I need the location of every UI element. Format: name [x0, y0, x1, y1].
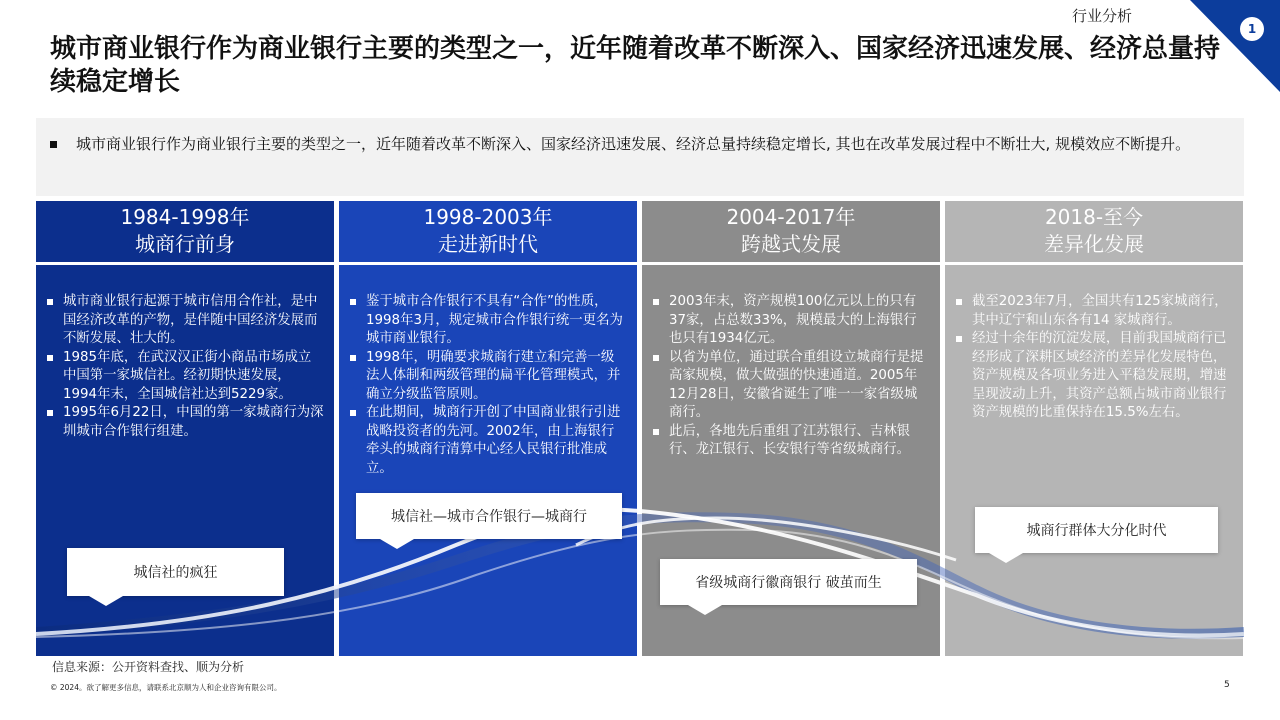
- list-item: 1995年6月22日，中国的第一家城商行为深圳城市合作银行组建。: [46, 404, 324, 441]
- bullet-list: [349, 293, 627, 478]
- list-item: 此后，各地先后重组了江苏银行、吉林银行、龙江银行、长安银行等省级城商行。: [652, 423, 930, 460]
- callout-pointer-icon: [380, 539, 414, 549]
- list-item: 1998年，明确要求城商行建立和完善一级法人体制和两级管理的扁平化管理模式，并确立分级监管原则。: [349, 349, 627, 405]
- period-years: 1998-2003年: [423, 205, 553, 229]
- period-years: 2018-至今: [1044, 205, 1144, 229]
- period-name: 差异化发展: [1044, 232, 1144, 256]
- list-item: 在此期间，城商行开创了中国商业银行引进战略投资者的先河。2002年，由上海银行牵头的城商行清算中心经人民银行批准成立。: [349, 404, 627, 478]
- callout-period-3: [660, 559, 917, 605]
- callout-text: 省级城商行徽商银行 破茧而生: [695, 575, 882, 591]
- period-years: 1984-1998年: [120, 205, 250, 229]
- callout-pointer-icon: [89, 596, 123, 606]
- callout-pointer-icon: [989, 553, 1023, 563]
- bullet-list: [46, 293, 324, 441]
- list-item: 1985年底，在武汉汉正街小商品市场成立中国第一家城信社。经初期快速发展，1994年末，全国城信社达到5229家。: [46, 349, 324, 405]
- page-badge: 1: [1240, 17, 1264, 41]
- bullet-list: [652, 293, 930, 460]
- period-header-4: [945, 201, 1243, 262]
- period-header-1: [36, 201, 334, 262]
- callout-period-4: [975, 507, 1218, 553]
- callout-text: 城信社—城市合作银行—城商行: [391, 509, 587, 525]
- page-title: 城市商业银行作为商业银行主要的类型之一，近年随着改革不断深入、国家经济迅速发展、经济总量持续稳定增长: [50, 34, 1221, 97]
- copyright: © 2024。欲了解更多信息，请联系北京顺为人和企业咨询有限公司。: [50, 683, 282, 692]
- list-item: 以省为单位，通过联合重组设立城商行是提高家规模，做大做强的快速通道。2005年12月28日，安徽省诞生了唯一一家省级城商行。: [652, 349, 930, 423]
- list-item: 经过十余年的沉淀发展，目前我国城商行已经形成了深耕区域经济的差异化发展特色，资产规模及各项业务进入平稳发展期，增速呈现波动上升，其资产总额占城市商业银行资产规模的比重保持在15.5%左右。: [955, 330, 1233, 423]
- period-body-1: [36, 265, 334, 656]
- period-header-2: [339, 201, 637, 262]
- period-body-4: [945, 265, 1243, 656]
- period-header-3: [642, 201, 940, 262]
- summary-text: 城市商业银行作为商业银行主要的类型之一，近年随着改革不断深入、国家经济迅速发展、经济总量持续稳定增长, 其也在改革发展过程中不断壮大, 规模效应不断提升。: [76, 135, 1191, 153]
- bullet-icon: [50, 141, 57, 148]
- period-years: 2004-2017年: [726, 205, 856, 229]
- list-item: 截至2023年7月，全国共有125家城商行，其中辽宁和山东各有14 家城商行。: [955, 293, 1233, 330]
- period-name: 走进新时代: [438, 232, 538, 256]
- summary-box: [36, 118, 1244, 196]
- list-item: 城市商业银行起源于城市信用合作社，是中国经济改革的产物，是伴随中国经济发展而不断发展、壮大的。: [46, 293, 324, 349]
- callout-text: 城商行群体大分化时代: [1026, 523, 1167, 539]
- period-body-2: [339, 265, 637, 656]
- callout-period-2: [356, 493, 622, 539]
- bullet-list: [955, 293, 1233, 423]
- callout-pointer-icon: [688, 605, 722, 615]
- callout-period-1: [67, 548, 284, 596]
- source-note: 信息来源：公开资料查找、顺为分析: [52, 660, 245, 674]
- list-item: 鉴于城市合作银行不具有“合作”的性质，1998年3月，规定城市合作银行统一更名为城市商业银行。: [349, 293, 627, 349]
- list-item: 2003年末，资产规模100亿元以上的只有37家，占总数33%，规模最大的上海银行也只有1934亿元。: [652, 293, 930, 349]
- section-label: 行业分析: [1072, 7, 1133, 25]
- page-number: 5: [1224, 680, 1230, 690]
- callout-text: 城信社的疯狂: [133, 565, 218, 581]
- period-name: 城商行前身: [135, 232, 235, 256]
- period-name: 跨越式发展: [741, 232, 841, 256]
